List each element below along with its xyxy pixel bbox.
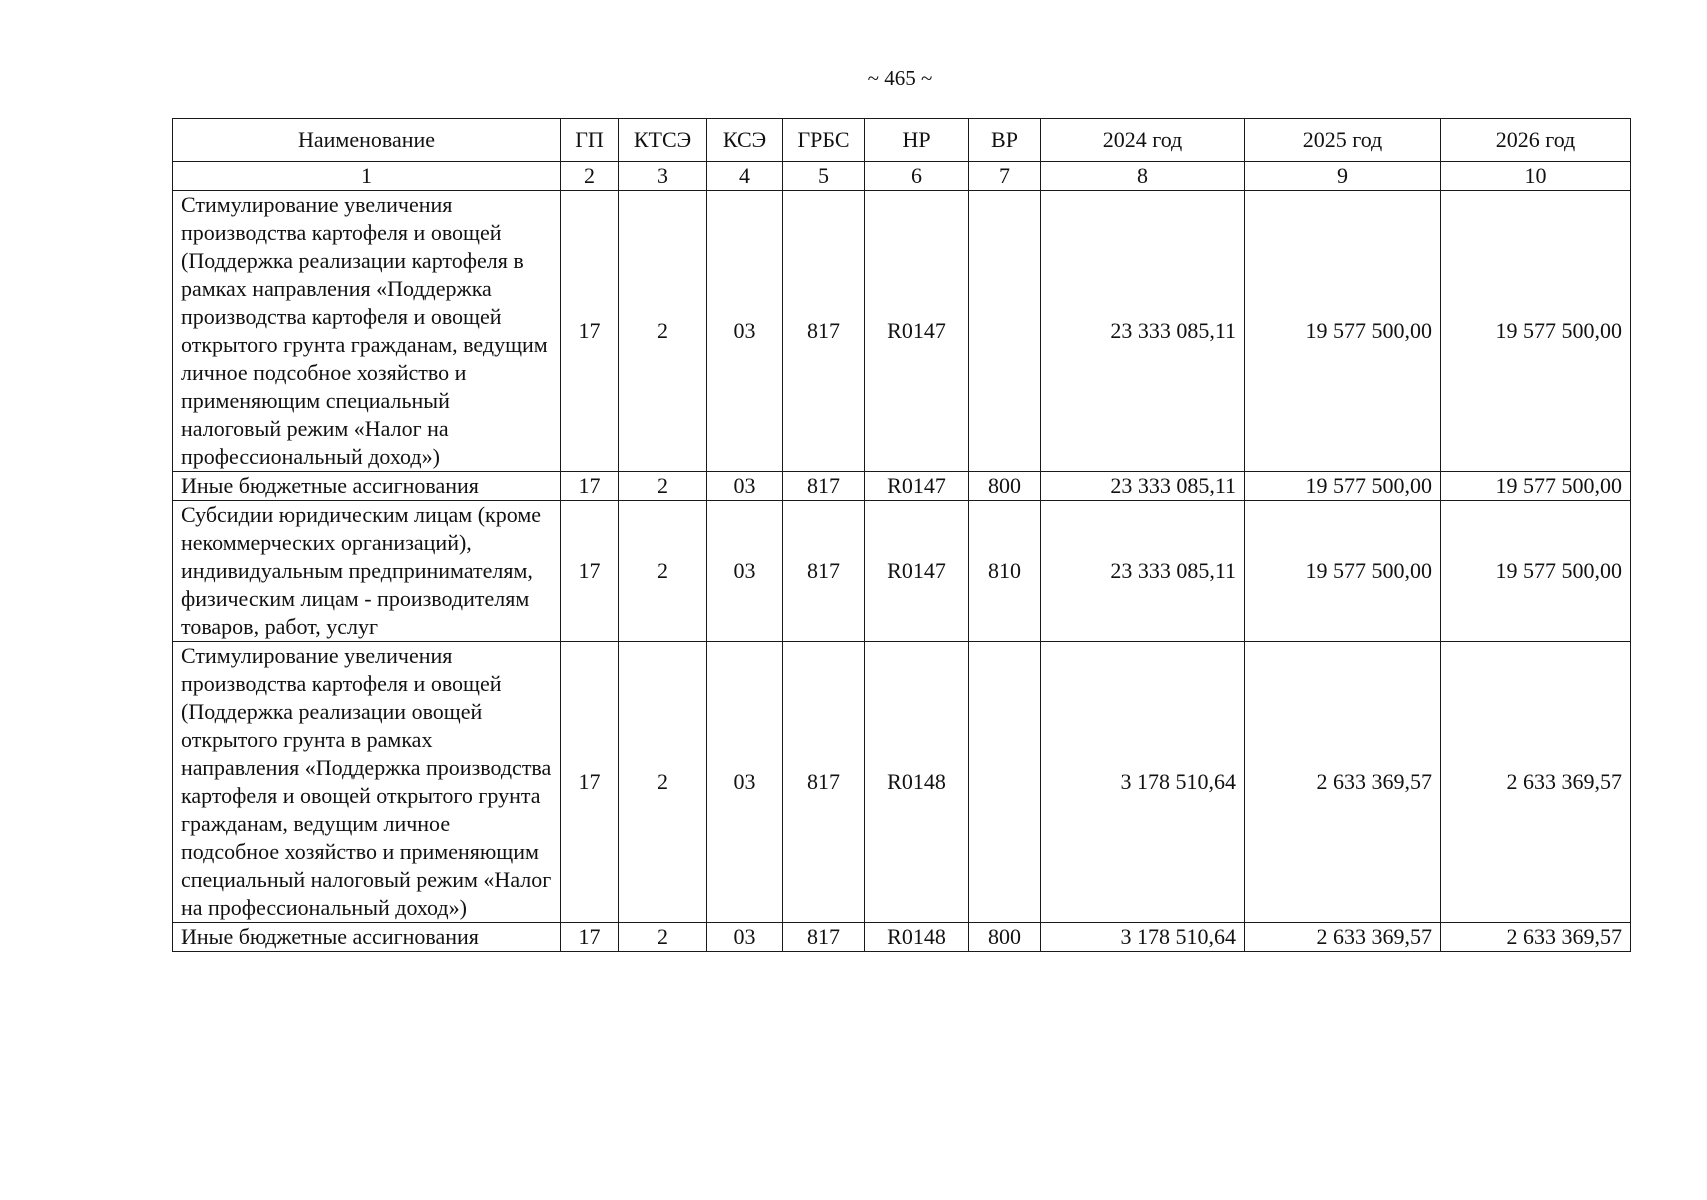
row-gp: 17 (561, 191, 619, 472)
row-name: Стимулирование увеличения производства картофеля и овощей (Поддержка реализации овощей открытого грунта в рамках направления «Поддержка производства картофеля и овощей открытого грунта гражданам, ведущим личное подсобное хозяйство и применяющим специальный налоговый режим «Налог на профессиональный доход») (173, 642, 561, 923)
column-number: 1 (173, 162, 561, 191)
row-2025: 19 577 500,00 (1245, 472, 1441, 501)
column-number: 4 (707, 162, 783, 191)
row-name: Иные бюджетные ассигнования (173, 923, 561, 952)
row-2026: 2 633 369,57 (1441, 642, 1631, 923)
column-number: 10 (1441, 162, 1631, 191)
header-kse: КСЭ (707, 119, 783, 162)
row-grbs: 817 (783, 191, 865, 472)
row-kse: 03 (707, 472, 783, 501)
row-grbs: 817 (783, 923, 865, 952)
row-nr: R0148 (865, 642, 969, 923)
row-gp: 17 (561, 642, 619, 923)
header-row (173, 119, 1631, 162)
row-nr: R0148 (865, 923, 969, 952)
row-grbs: 817 (783, 472, 865, 501)
page-number: ~ 465 ~ (867, 66, 933, 90)
row-kse: 03 (707, 501, 783, 642)
row-name: Иные бюджетные ассигнования (173, 472, 561, 501)
row-2025: 19 577 500,00 (1245, 501, 1441, 642)
header-2026: 2026 год (1441, 119, 1631, 162)
header-nr: НР (865, 119, 969, 162)
column-number: 9 (1245, 162, 1441, 191)
row-ktse: 2 (619, 501, 707, 642)
table-row (173, 501, 1631, 642)
table-row (173, 191, 1631, 472)
row-2024: 23 333 085,11 (1041, 472, 1245, 501)
row-2025: 2 633 369,57 (1245, 923, 1441, 952)
row-kse: 03 (707, 923, 783, 952)
header-ktse: КТСЭ (619, 119, 707, 162)
column-number: 7 (969, 162, 1041, 191)
row-kse: 03 (707, 642, 783, 923)
row-gp: 17 (561, 472, 619, 501)
row-gp: 17 (561, 501, 619, 642)
row-gp: 17 (561, 923, 619, 952)
header-2024: 2024 год (1041, 119, 1245, 162)
row-2026: 2 633 369,57 (1441, 923, 1631, 952)
row-2026: 19 577 500,00 (1441, 191, 1631, 472)
column-number: 3 (619, 162, 707, 191)
row-2026: 19 577 500,00 (1441, 501, 1631, 642)
column-number: 5 (783, 162, 865, 191)
row-kse: 03 (707, 191, 783, 472)
row-name: Субсидии юридическим лицам (кроме некоммерческих организаций), индивидуальным предпринимателям, физическим лицам - производителям товаров, работ, услуг (173, 501, 561, 642)
column-number: 8 (1041, 162, 1245, 191)
row-ktse: 2 (619, 472, 707, 501)
column-number: 6 (865, 162, 969, 191)
row-vr (969, 191, 1041, 472)
row-ktse: 2 (619, 191, 707, 472)
table-row (173, 923, 1631, 952)
row-name: Стимулирование увеличения производства картофеля и овощей (Поддержка реализации картофеля в рамках направления «Поддержка производства картофеля и овощей открытого грунта гражданам, ведущим личное подсобное хозяйство и применяющим специальный налоговый режим «Налог на профессиональный доход») (173, 191, 561, 472)
row-nr: R0147 (865, 191, 969, 472)
budget-table (172, 118, 1631, 952)
row-2026: 19 577 500,00 (1441, 472, 1631, 501)
row-vr (969, 642, 1041, 923)
column-number: 2 (561, 162, 619, 191)
header-vr: ВР (969, 119, 1041, 162)
row-ktse: 2 (619, 923, 707, 952)
column-number-row (173, 162, 1631, 191)
row-2025: 2 633 369,57 (1245, 642, 1441, 923)
row-grbs: 817 (783, 501, 865, 642)
table-row (173, 472, 1631, 501)
header-2025: 2025 год (1245, 119, 1441, 162)
row-nr: R0147 (865, 472, 969, 501)
row-vr: 810 (969, 501, 1041, 642)
row-2024: 23 333 085,11 (1041, 191, 1245, 472)
header-grbs: ГРБС (783, 119, 865, 162)
row-2024: 3 178 510,64 (1041, 642, 1245, 923)
row-nr: R0147 (865, 501, 969, 642)
header-gp: ГП (561, 119, 619, 162)
row-vr: 800 (969, 923, 1041, 952)
row-2024: 23 333 085,11 (1041, 501, 1245, 642)
row-2025: 19 577 500,00 (1245, 191, 1441, 472)
row-2024: 3 178 510,64 (1041, 923, 1245, 952)
row-grbs: 817 (783, 642, 865, 923)
table-row (173, 642, 1631, 923)
row-ktse: 2 (619, 642, 707, 923)
header-name: Наименование (173, 119, 561, 162)
row-vr: 800 (969, 472, 1041, 501)
